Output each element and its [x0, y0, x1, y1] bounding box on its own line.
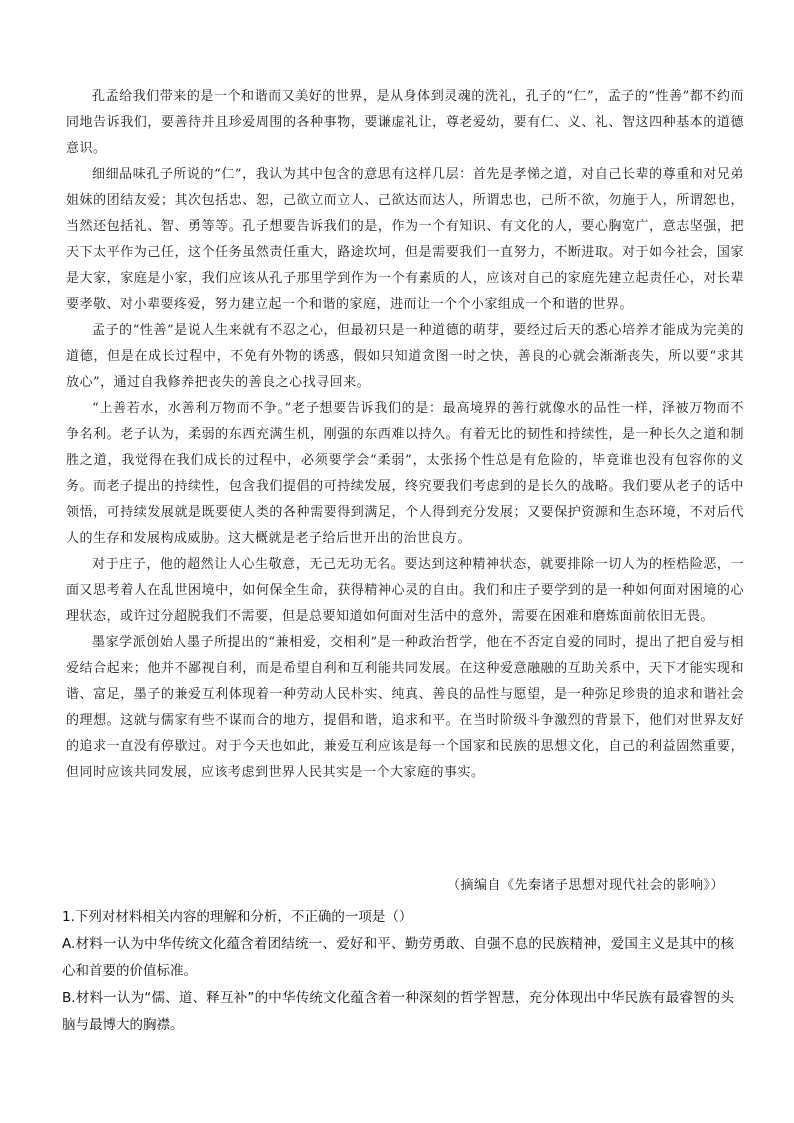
- paragraph-mozi: 墨家学派创始人墨子所提出的“兼相爱，交相利”是一种政治哲学，他在不否定自爱的同时，提出了把自爱与相爱结合起来；他并不鄙视自利，而是希望自利和互利能共同发展。在这种爱意融融的互助关系中，天下才能实现和谐、富足，墨子的兼爱互利体现着一种劳动人民朴实、纯真、善良的品性与愿望，是一种弥足珍贵的追求和谐社会的理想。这就与儒家有些不谋而合的地方，提倡和谐，追求和平。在当时阶级斗争激烈的背景下，他们对世界友好的追求一直没有停歇过。对于今天也如此，兼爱互利应该是每一个国家和民族的思想文化，自己的利益固然重要，但同时应该共同发展，应该考虑到世界人民其实是一个大家庭的事实。: [66, 635, 744, 780]
- paragraph-xingshan: 孟子的“性善”是说人生来就有不忍之心，但最初只是一种道德的萌芽，要经过后天的悉心培养才能成为完美的道德，但是在成长过程中，不免有外物的诱惑，假如只知道贪图一时之快，善良的心就会渐渐丧失，所以要“求其放心”，通过自我修养把丧失的善良之心找寻回来。: [66, 323, 744, 390]
- question-section: [62, 904, 734, 1039]
- paragraph-zhuangzi: 对于庄子，他的超然让人心生敬意，无己无功无名。要达到这种精神状态，就要排除一切人为的桎梏险恶，一面又思考着人在乱世困境中，如何保全生命，获得精神心灵的自由。我们和庄子要学到的是一种如何面对困境的心理状态，或许过分超脱我们不需要，但是总要知道如何面对生活中的意外，需要在困难和磨炼面前依旧无畏。: [66, 557, 744, 624]
- paragraph-ren: 细细品味孔子所说的“仁”，我认为其中包含的意思有这样几层：首先是孝悌之道，对自己长辈的尊重和对兄弟姐妹的团结友爱；其次包括忠、恕，己欲立而立人、己欲达而达人，所谓忠也，己所不欲，勿施于人，所谓恕也，当然还包括礼、智、勇等等。孔子想要告诉我们的是，作为一个有知识、有文化的人，要心胸宽广，意志坚强，把天下太平作为己任，这个任务虽然责任重大，路途坎坷，但是需要我们一直努力，不断进取。对于如今社会，国家是大家，家庭是小家，我们应该从孔子那里学到作为一个有素质的人，应该对自己的家庭先建立起责任心，对长辈要孝敬、对小辈要疼爱，努力建立起一个和谐的家庭，进而让一个个小家组成一个和谐的世界。: [66, 167, 744, 312]
- option-a: A.材料一认为中华传统文化蕴含着团结统一、爱好和平、勤劳勇敢、自强不息的民族精神，爱国主义是其中的核心和首要的价值标准。: [62, 936, 734, 979]
- paragraph-laozi: “上善若水，水善利万物而不争。”老子想要告诉我们的是：最高境界的善行就像水的品性一样，泽被万物而不争名利。老子认为，柔弱的东西充满生机，刚强的东西难以持久。有着无比的韧性和持续性，是一种长久之道和制胜之道，我觉得在我们成长的过程中，必须要学会“柔弱”，太张扬个性总是有危险的，毕竟谁也没有包容你的义务。而老子提出的持续性，包含我们提倡的可持续发展，终究要我们考虑到的是长久的战略。我们要从老子的话中领悟，可持续发展就是既要使人类的各种需要得到满足，个人得到充分发展；又要保护资源和生态环境，不对后代人的生存和发展构成威胁。这大概就是老子给后世开出的治世良方。: [66, 401, 744, 546]
- paragraph-confucius-mencius: 孔孟给我们带来的是一个和谐而又美好的世界，是从身体到灵魂的洗礼，孔子的“仁”，孟子的“性善”都不约而同地告诉我们，要善待并且珍爱周围的各种事物，要谦虚礼让，尊老爱幼，要有仁、义、礼、智这四种基本的道德意识。: [66, 89, 744, 156]
- reading-passage: [66, 84, 744, 786]
- option-b: B.材料一认为“儒、道、释互补”的中华传统文化蕴含着一种深刻的哲学智慧，充分体现出中华民族有最睿智的头脑与最博大的胸襟。: [62, 990, 734, 1033]
- question-stem: 1.下列对材料相关内容的理解和分析，不正确的一项是（）: [62, 909, 413, 925]
- source-citation: （摘编自《先秦诸子思想对现代社会的影响》）: [446, 878, 724, 893]
